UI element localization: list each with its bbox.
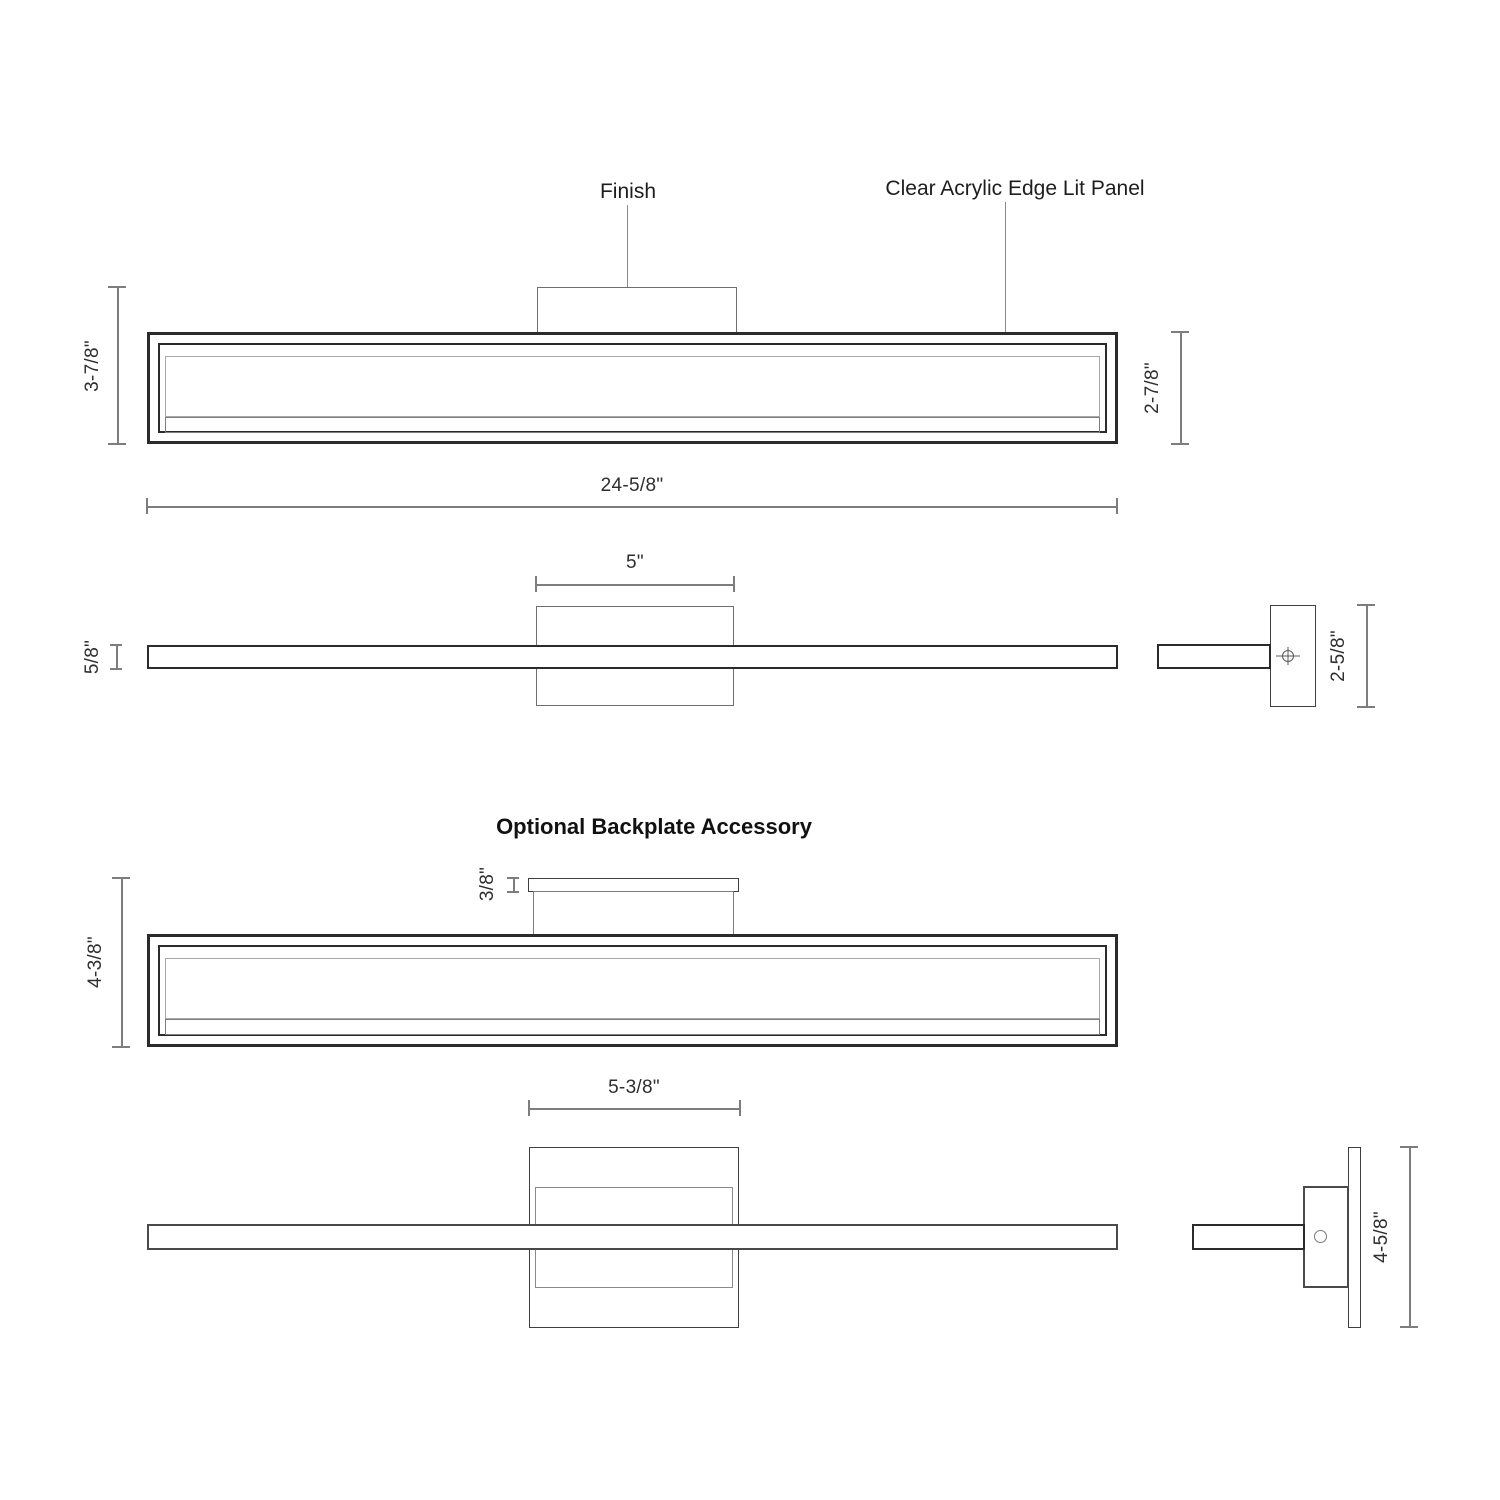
dim-body-height-tick-top [1171,331,1189,333]
dim-overall-width-label: 24-5/8" [600,475,664,496]
dim-canopy-width-label: 5" [626,552,644,573]
accessory-front-acrylic-panel [165,958,1100,1019]
dim-backplate-depth-tick-bottom [1400,1326,1418,1328]
top-view-bar [147,645,1118,669]
finish-callout-label: Finish [599,180,657,203]
dim-body-height-label: 2-7/8" [1142,362,1163,414]
dim-canopy-depth-label: 2-5/8" [1328,630,1349,682]
dim-accessory-total-height-tick-top [112,877,130,879]
dim-backplate-thickness-tick-top [507,877,519,879]
front-view-canopy [537,287,737,334]
dim-accessory-total-height-line [121,878,123,1047]
dim-backplate-width-line [529,1108,740,1110]
dim-total-height-tick-bottom [108,443,126,445]
accessory-front-bottom-rail [165,1019,1100,1035]
dim-bar-thickness-line [116,645,118,669]
dim-canopy-width-line [536,584,734,586]
dim-canopy-depth-tick-top [1357,604,1375,606]
accessory-side-bar [1192,1224,1305,1250]
dim-backplate-thickness-label: 3/8" [477,866,498,902]
accessory-canopy-front [533,891,734,937]
acrylic-panel-callout-label: Clear Acrylic Edge Lit Panel [885,177,1145,200]
dim-bar-thickness-tick-top [110,644,122,646]
dim-overall-width-line [147,506,1117,508]
accessory-backplate-edge [528,878,739,892]
dim-body-height-line [1180,332,1182,444]
dim-total-height-label: 3-7/8" [82,340,103,392]
front-view-bottom-rail [165,417,1100,433]
dim-backplate-depth-tick-top [1400,1146,1418,1148]
dim-overall-width-tick-left [146,498,148,514]
front-view-acrylic-panel [165,356,1100,417]
plan-view-bar [147,1224,1118,1250]
dim-bar-thickness-label: 5/8" [82,639,103,675]
dim-canopy-depth-tick-bottom [1357,706,1375,708]
dim-backplate-thickness-tick-bottom [507,891,519,893]
dim-overall-width-tick-right [1116,498,1118,514]
dim-accessory-total-height-tick-bottom [112,1046,130,1048]
finish-leader-line [627,205,628,300]
dim-total-height-tick-top [108,286,126,288]
dim-backplate-width-tick-left [528,1100,530,1116]
dim-backplate-depth-line [1409,1147,1411,1327]
section-title: Optional Backplate Accessory [496,814,812,839]
dim-total-height-line [117,287,119,444]
accessory-side-backplate [1348,1147,1361,1328]
side-view-bar [1157,644,1271,669]
dim-body-height-tick-bottom [1171,443,1189,445]
dim-canopy-width-tick-left [535,576,537,592]
dim-canopy-depth-line [1366,605,1368,707]
dim-backplate-width-tick-right [739,1100,741,1116]
dim-backplate-thickness-line [513,878,515,892]
dim-backplate-width-label: 5-3/8" [608,1077,660,1098]
dim-backplate-depth-label: 4-5/8" [1371,1211,1392,1263]
center-mark-icon [1272,640,1304,672]
dim-bar-thickness-tick-bottom [110,668,122,670]
dim-accessory-total-height-label: 4-3/8" [85,936,106,988]
dim-canopy-width-tick-right [733,576,735,592]
mounting-hole-icon [1314,1230,1327,1243]
